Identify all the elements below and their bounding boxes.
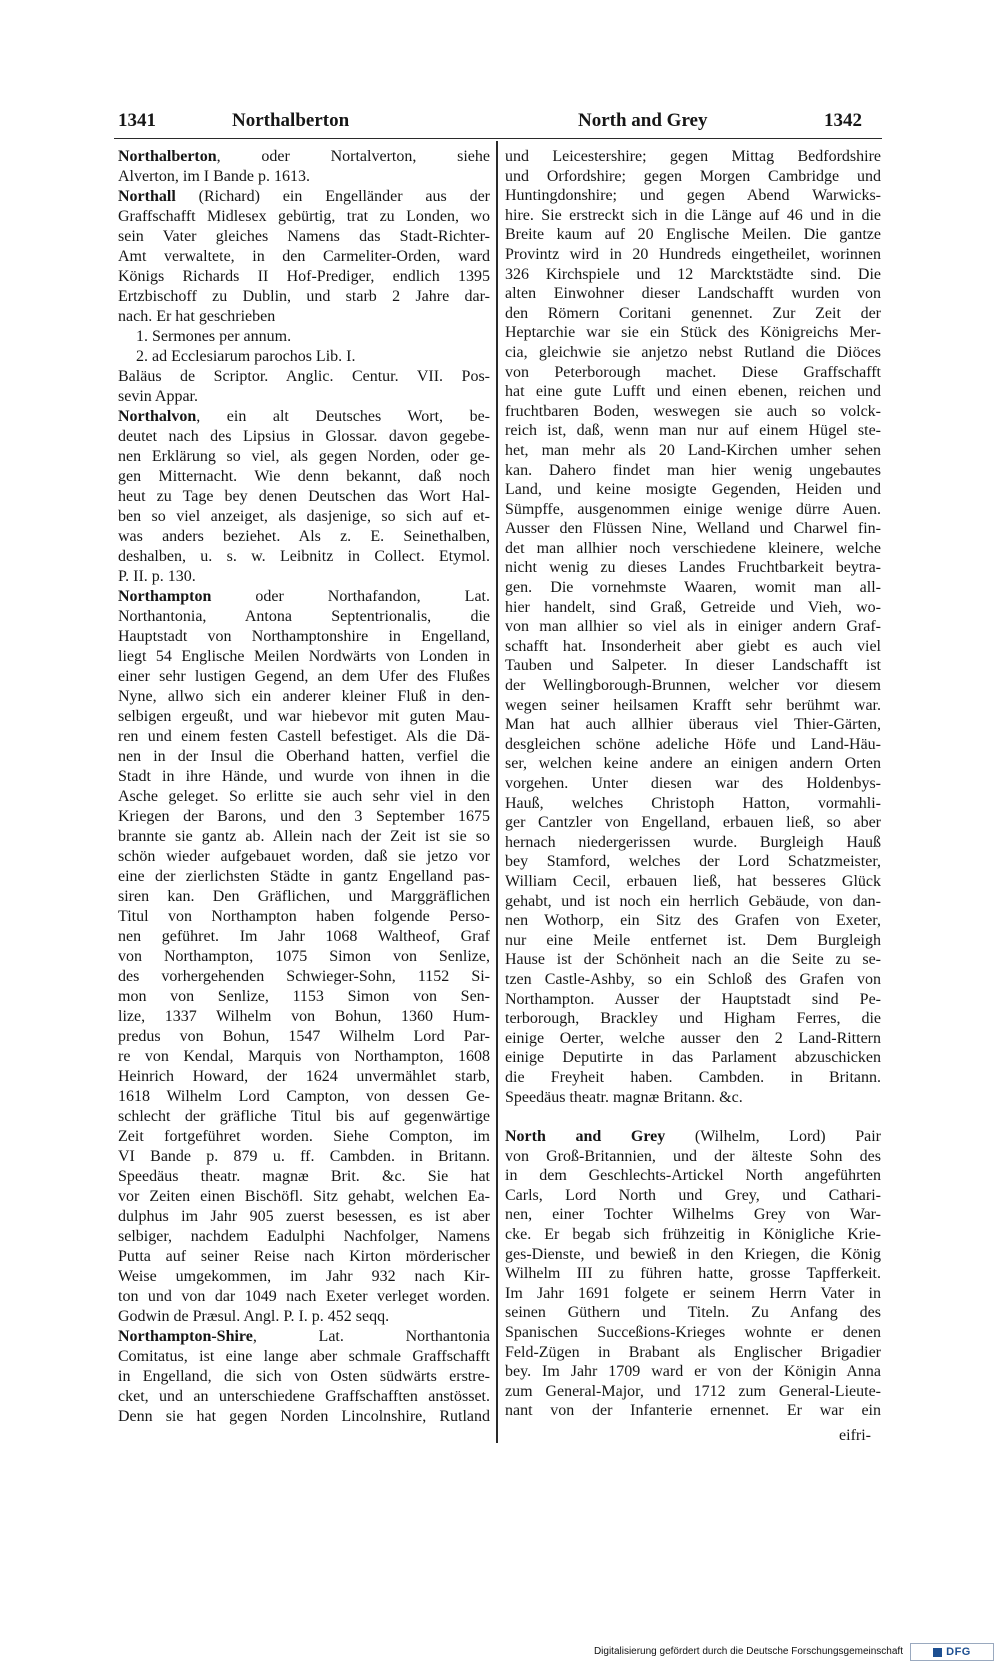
catchword: eifri-: [839, 1427, 871, 1444]
text-line: Wilhelm III zu führen hatte, grosse Tapfferkeit.: [505, 1265, 881, 1283]
text-line: vorgehen. Unter diesen war des Holdenbys-: [505, 775, 881, 792]
text-line: liegt 54 Englische Meilen Nordwärts von Londen in: [118, 648, 490, 665]
numbered-list: [118, 327, 490, 367]
text-line: kan. Dahero findet man hier wenig ungebautes: [505, 461, 881, 479]
text-line: Speedäus theatr. magnæ Britann. &c.: [505, 1088, 743, 1106]
text-line: deshalben, u. s. w. Leibnitz in Collect. Etymol.: [118, 548, 490, 565]
text-line: Putta auf seiner Reise nach Kirton mörderischer: [118, 1248, 490, 1265]
text-line: der Wellingborough-Brunnen, welcher vor diesem: [505, 677, 881, 695]
text-line: deutet nach des Lipsius in Glossar. davon gegebe-: [118, 428, 490, 445]
text-line: heut zu Tage bey denen Deutschen das Wort Hal-: [118, 488, 490, 505]
text-line: nant von der Infanterie ernennet. Er war ein: [505, 1402, 881, 1420]
text-line: Speedäus theatr. magnæ Brit. &c. Sie hat: [118, 1168, 490, 1185]
text-line: hier handelt, sind Graß, Getreide und Vieh, wo-: [505, 598, 881, 616]
text-line: von man allhier so viel als in einiger andern Graf-: [505, 618, 881, 636]
text-line: Hause ist der Schönheit nach an die Seite zu se-: [505, 951, 881, 969]
text-line: Breite kaum auf 20 Englische Meilen. Die gantze: [505, 226, 881, 244]
text-line: [118, 1327, 490, 1347]
text-line: seinen Güthern und Titeln. Zu Anfang des: [505, 1304, 881, 1322]
text-line: von Groß-Britannien, und der älteste Sohn des: [505, 1147, 881, 1165]
text-line: schön wieder aufgebauet worden, daß sie jetzo vor: [118, 848, 490, 865]
text-line: 1618 Wilhelm Lord Campton, von dessen Ge-: [118, 1088, 490, 1105]
dfg-logo: [910, 1643, 994, 1661]
text-line: Ausser den Flüssen Nine, Welland und Charwel fin-: [505, 520, 881, 538]
text-line: tzen Castle-Ashby, so ein Schloß des Grafen von: [505, 970, 881, 988]
text-line: Northantonia, Antona Septentrionalis, die: [118, 608, 490, 625]
text-line: bey. Im Jahr 1709 ward er von der Königin Anna: [505, 1363, 881, 1381]
text-line: re von Kendal, Marquis von Northampton, 1608: [118, 1048, 490, 1065]
text-line: ges-Dienste, und bewieß in den Kriegen, die König: [505, 1245, 881, 1263]
text-line: zum General-Major, und 1712 zum General-Lieute-: [505, 1382, 881, 1400]
entry-northall: [118, 187, 490, 327]
text-line: [505, 1127, 881, 1147]
text-line: die Freyheit haben. Cambden. in Britann.: [505, 1068, 881, 1086]
text-line: gehabt, und ist noch ein herrlich Gebäude, von dan-: [505, 892, 881, 910]
digitization-credit: Digitalisierung gefördert durch die Deutsche Forschungsgemeinschaft: [593, 1646, 903, 1657]
text-line: Northampton. Ausser der Hauptstadt sind Pe-: [505, 990, 881, 1008]
right-column: [505, 147, 881, 1421]
text-line: Carls, Lord North und Grey, und Cathari-: [505, 1186, 881, 1204]
text-line: VI Bande p. 879 u. ff. Cambden. in Britann.: [118, 1148, 490, 1165]
text-line: nen Wothorp, ein Sitz des Grafen von Exeter,: [505, 912, 881, 930]
text-line: Kriegen der Barons, und den 3 September 1675: [118, 808, 490, 825]
text-line: [118, 147, 490, 167]
text-line: Baläus de Scriptor. Anglic. Centur. VII. Pos-: [118, 368, 490, 385]
entry-northalvon: [118, 407, 490, 587]
text-line: hire. Sie erstreckt sich in die Länge auf 46 und in die: [505, 206, 881, 224]
headword: Northampton: [118, 588, 212, 605]
text-line: Spanischen Succeßions-Krieges wohnte er denen: [505, 1324, 881, 1342]
text-line: ger Cantzler von Engelland, erbauen ließ, so aber: [505, 814, 881, 832]
text-line: reich ist, daß, wenn man nur auf einem Hügel ste-: [505, 422, 881, 440]
text-line: cke. Er begab sich frühzeitig in Königliche Krie-: [505, 1226, 881, 1244]
text-line: nen geführet. Im Jahr 1068 Waltheof, Graf: [118, 928, 490, 945]
running-head-left: Northalberton: [232, 110, 350, 131]
text-line: lize, 1337 Wilhelm von Bohun, 1360 Hum-: [118, 1008, 490, 1025]
headword: Northalberton: [118, 148, 217, 165]
entry-north-and-grey: [505, 1127, 881, 1421]
text-line: vor Zeiten einen Bischöfl. Sitz gehabt, welchen Ea-: [118, 1188, 490, 1205]
text-line: Land, und keine mosigte Gegenden, Heiden und: [505, 481, 881, 499]
column-divider: [496, 141, 498, 1443]
text-line: cket, und an unterschiedene Graffschafften anstösset.: [118, 1388, 490, 1405]
text-line: Alverton, im I Bande p. 1613.: [118, 168, 310, 185]
entry-northalberton: [118, 147, 490, 187]
paragraph: [505, 147, 881, 1107]
text-line: Sümpffe, ausgenommen einige wenige dürre Auen.: [505, 500, 881, 518]
text-line: von Peterborough machet. Diese Graffschafft: [505, 363, 881, 381]
text-line: cia, gleichwie sie anjetzo nebst Rutland die Diöces: [505, 343, 881, 361]
text-line: einer sehr lustigen Gegend, an dem Ufer des Flußes: [118, 668, 490, 685]
text-line: Stadt in ihre Hände, und wurde von ihnen in die: [118, 768, 490, 785]
line-text: (Richard) ein Engelländer aus der: [175, 188, 490, 205]
text-line: Comitatus, ist eine lange aber schmale Graffschafft: [118, 1348, 490, 1365]
text-line: ben so viel anzeiget, als dasjenige, so sich auf et-: [118, 508, 490, 525]
text-line: Nyne, allwo sich ein anderer kleiner Fluß in den-: [118, 688, 490, 705]
text-line: von Northampton, 1075 Simon von Senlize,: [118, 948, 490, 965]
text-line: einige Oerter, welche ausser den 2 Land-Rittern: [505, 1029, 881, 1047]
text-line: nen in der Insul die Oberhand hatten, verfiel die: [118, 748, 490, 765]
text-line: Weise umgekommen, im Jahr 932 nach Kir-: [118, 1268, 490, 1285]
running-head-right: North and Grey: [578, 110, 708, 131]
text-line: [118, 407, 490, 427]
text-line: Man hat auch allhier überaus viel Thier-Gärten,: [505, 716, 881, 734]
text-line: ton und von dar 1049 nach Exeter verleget worden.: [118, 1288, 490, 1305]
text-line: terborough, Brackley und Higham Ferres, die: [505, 1010, 881, 1028]
text-line: brannte sie gantz ab. Allein nach der Zeit ist sie so: [118, 828, 490, 845]
header-rule: [114, 138, 882, 139]
text-line: Huntingdonshire; und gegen Abend Warwicks-: [505, 187, 881, 205]
dfg-logo-icon: [933, 1648, 942, 1657]
entry-northampton-shire: [118, 1327, 490, 1427]
text-line: Königs Richards II Hof-Prediger, endlich 1395: [118, 268, 490, 285]
text-line: Provintz wird in 20 Hundreds eingetheilet, worinnen: [505, 245, 881, 263]
page-number-right: 1342: [824, 110, 862, 131]
dfg-logo-text: DFG: [946, 1646, 971, 1658]
text-line: nur eine Meile entfernet ist. Dem Burgleigh: [505, 931, 881, 949]
text-line: sevin Appar.: [118, 388, 198, 405]
text-line: Hauß, welches Christoph Hatton, vormahli-: [505, 794, 881, 812]
line-text: , ein alt Deutsches Wort, be-: [196, 408, 490, 425]
text-line: in dem Geschlechts-Artickel North angeführten: [505, 1167, 881, 1185]
text-line: Ertzbischoff zu Dublin, und starb 2 Jahre dar-: [118, 288, 490, 305]
text-line: gen. Die vornehmste Waaren, womit man all-: [505, 579, 881, 597]
text-line: schlecht der gräfliche Titul bis auf gegenwärtige: [118, 1108, 490, 1125]
text-line: [118, 187, 490, 207]
text-line: nach. Er hat geschrieben: [118, 308, 276, 325]
text-line: eine der zierlichsten Städte in gantz Engelland pas-: [118, 868, 490, 885]
text-line: Asche geleget. So erlitte sie auch sehr viel in den: [118, 788, 490, 805]
entry-northampton: [118, 587, 490, 1327]
text-line: det man allhier noch verschiedene kleinere, welche: [505, 539, 881, 557]
text-line: einige Deputirte in das Parlament abzuschicken: [505, 1049, 881, 1067]
line-text: oder Northafandon, Lat.: [211, 588, 490, 605]
text-line: predus von Bohun, 1547 Wilhelm Lord Par-: [118, 1028, 490, 1045]
text-line: Hauptstadt von Northamptonshire in Engelland,: [118, 628, 490, 645]
text-line: [118, 587, 490, 607]
text-line: und Leicestershire; gegen Mittag Bedfordshire: [505, 148, 881, 165]
text-line: hernach niedergerissen wurde. Burgleigh Hauß: [505, 833, 881, 851]
text-line: Zeit fortgeführet worden. Siehe Compton, im: [118, 1128, 490, 1145]
text-line: nen Erklärung so viel, als gegen Norden, oder ge-: [118, 448, 490, 465]
text-line: wegen seiner heilsamen Krafft sehr berühmt war.: [505, 696, 881, 714]
line-text: (Wilhelm, Lord) Pair: [665, 1128, 882, 1146]
text-line: selbigen ergeußt, und war hiebevor mit guten Mau-: [118, 708, 490, 725]
text-line: het, man mehr als 20 Land-Kirchen umher sehen: [505, 441, 881, 459]
text-line: Heptarchie war sie ein Stück des Königreichs Mer-: [505, 324, 881, 342]
text-line: Heinrich Howard, der 1624 unvermählet starb,: [118, 1068, 490, 1085]
text-line: nen, einer Tochter Wilhelms Grey von War-: [505, 1206, 881, 1224]
text-line: hat eine gute Lufft und einen ebenen, reichen und: [505, 383, 881, 401]
text-line: schafft hat. Insonderheit aber giebt es auch viel: [505, 637, 881, 655]
text-line: mon von Senlize, 1153 Simon von Sen-: [118, 988, 490, 1005]
paragraph: [118, 367, 490, 407]
text-line: den Römern Coritani genennet. Zur Zeit der: [505, 304, 881, 322]
text-line: selbiger, nachdem Eadulphi Nachfolger, Namens: [118, 1228, 490, 1245]
headword: Northall: [118, 188, 176, 205]
text-line: dulphus im Jahr 905 zuerst besessen, es ist aber: [118, 1208, 490, 1225]
text-line: William Cecil, erbauen ließ, hat besseres Glück: [505, 872, 881, 890]
headword: Northalvon: [118, 408, 197, 425]
text-line: Im Jahr 1691 folgete er seinem Herrn Vater in: [505, 1284, 881, 1302]
text-line: Tauben und Salpeter. In dieser Landschafft ist: [505, 657, 881, 675]
text-line: desgleichen schöne adeliche Höfe und Land-Häu-: [505, 735, 881, 753]
text-line: Feld-Zügen in Brabant als Englischer Brigadier: [505, 1343, 881, 1361]
text-line: nicht wenig zu dieses Landes Fruchtbarkeit beytra-: [505, 559, 881, 577]
text-line: ser, welchen keine andere an einigen andern Orten: [505, 755, 881, 773]
text-line: alten Einwohner dieser Landschafft wurden von: [505, 285, 881, 303]
text-line: ren und einem festen Castell befestiget. Als die Dä-: [118, 728, 490, 745]
text-line: was anders beziehet. Als z. E. Seinethalben,: [118, 528, 490, 545]
text-line: Denn sie hat gegen Norden Lincolnshire, Rutland: [118, 1408, 490, 1425]
text-line: sein Vater gleiches Namens das Stadt-Richter-: [118, 228, 490, 245]
text-line: Amt verwaltete, in den Carmeliter-Orden, ward: [118, 248, 490, 265]
line-text: , Lat. Northantonia: [252, 1328, 490, 1345]
left-column: [118, 147, 490, 1427]
text-line: fruchtbaren Boden, weswegen sie auch so volck-: [505, 402, 881, 420]
text-line: 326 Kirchspiele und 12 Marcktstädte sind. Die: [505, 265, 881, 283]
list-item: 2. ad Ecclesiarum parochos Lib. I.: [136, 348, 356, 365]
list-item: 1. Sermones per annum.: [136, 328, 292, 345]
line-text: , oder Nortalverton, siehe: [216, 148, 490, 165]
text-line: des vorhergehenden Schwieger-Sohn, 1152 Si-: [118, 968, 490, 985]
text-line: bey Stamford, welches der Lord Schatzmeister,: [505, 853, 881, 871]
text-line: siren kan. Den Gräflichen, und Marggräflichen: [118, 888, 490, 905]
text-line: in Engelland, die sich von Osten südwärts erstre-: [118, 1368, 490, 1385]
text-line: Graffschafft Midlesex gebürtig, trat zu Londen, wo: [118, 208, 490, 225]
page-number-left: 1341: [118, 110, 156, 131]
text-line: Godwin de Præsul. Angl. P. I. p. 452 seqq.: [118, 1308, 390, 1325]
headword: North and Grey: [505, 1128, 666, 1146]
text-line: gen Mitternacht. Wie denn bekannt, daß noch: [118, 468, 490, 485]
headword: Northampton-Shire: [118, 1328, 253, 1345]
text-line: Titul von Northampton haben folgende Perso-: [118, 908, 490, 925]
text-line: P. II. p. 130.: [118, 568, 196, 585]
text-line: und Orfordshire; gegen Morgen Cambridge und: [505, 167, 881, 185]
